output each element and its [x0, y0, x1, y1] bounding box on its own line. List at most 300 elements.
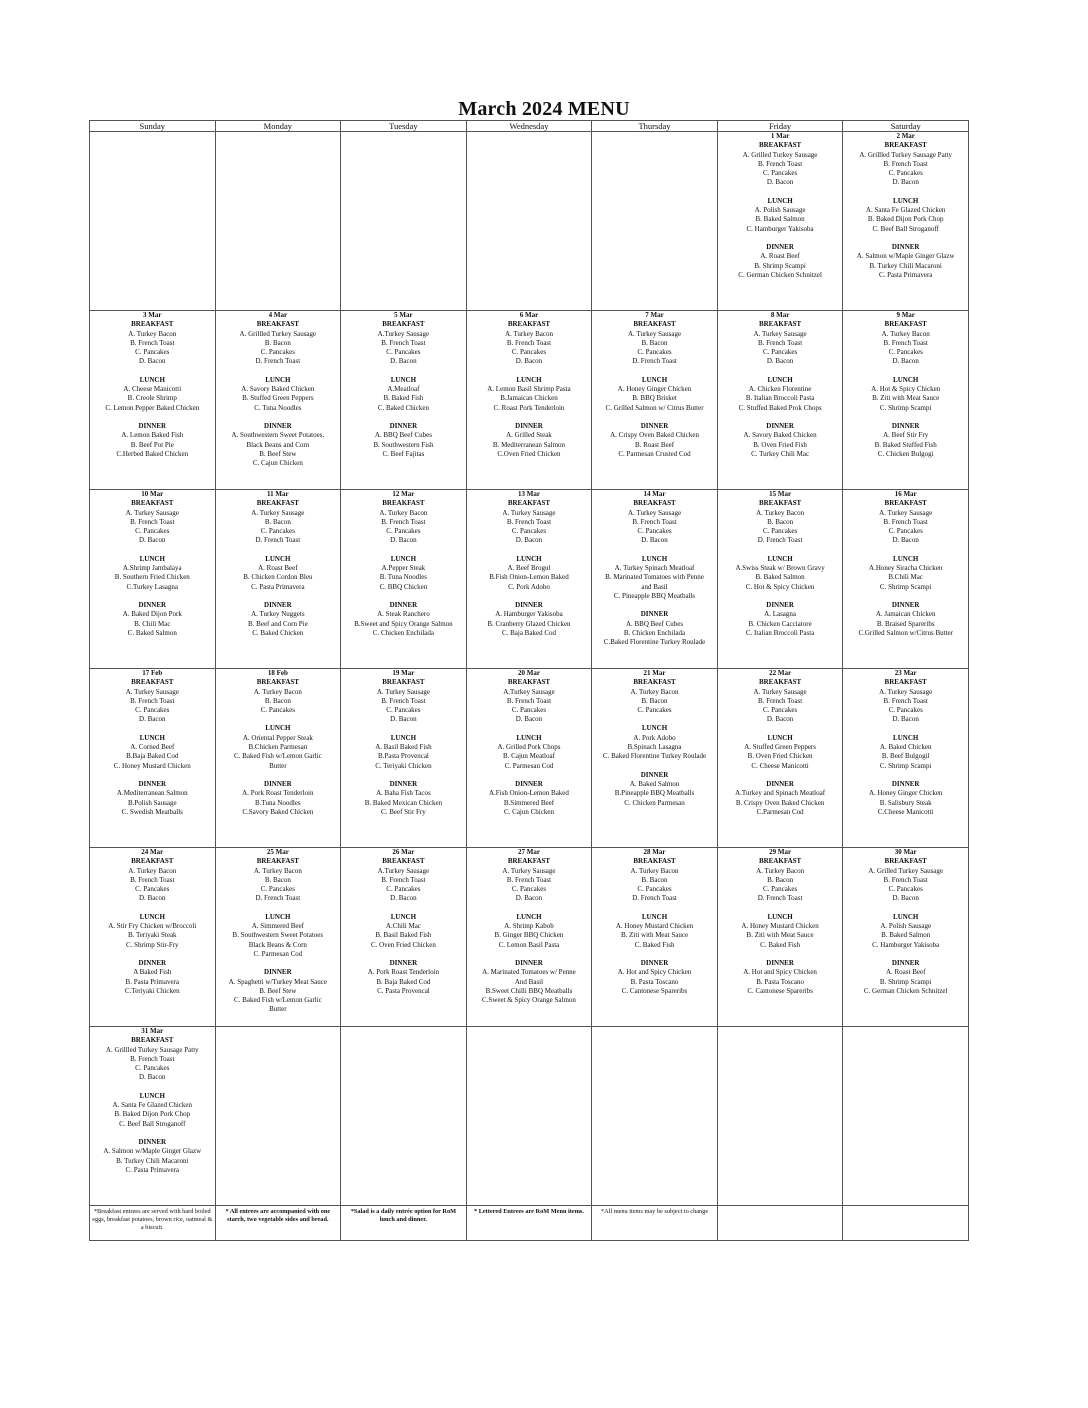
breakfast-item: A. Turkey Sausage: [753, 329, 807, 338]
dinner-item: C. Baked Salmon: [127, 628, 177, 637]
meal-spacer: [467, 413, 592, 422]
breakfast-item: C. Pancakes: [637, 885, 672, 894]
dinner-item: C. Baja Baked Cod: [501, 628, 556, 637]
day-date: 9 Mar: [896, 311, 915, 319]
day-cell: [90, 132, 216, 311]
breakfast-item: A. Turkey Sausage: [251, 508, 305, 517]
lunch-item: A. Honey Mustard Chicken: [615, 922, 694, 931]
day-cell: [90, 311, 216, 490]
breakfast-item: D. Bacon: [892, 894, 919, 903]
weekday-monday: Monday: [215, 121, 341, 132]
meal-spacer: [718, 592, 843, 601]
breakfast-item: B. French Toast: [757, 696, 803, 705]
footnote-text: * All entrees are accompanied with one starch, two vegetable sides and bread.: [225, 1208, 331, 1223]
footnote-cell: [592, 1206, 718, 1241]
breakfast-item: B. French Toast: [757, 338, 803, 347]
breakfast-item: A. Turkey Bacon: [756, 866, 805, 875]
breakfast-item: D. French Toast: [255, 894, 301, 903]
dinner-item: C.Herbed Baked Chicken: [116, 449, 189, 458]
meal-spacer: [592, 762, 717, 771]
page-title: March 2024 MENU: [458, 98, 630, 120]
breakfast-item: A. Turkey Sausage: [879, 687, 933, 696]
lunch-item: B. Baked Salmon: [755, 573, 805, 582]
breakfast-item: A.Turkey Sausage: [503, 687, 555, 696]
breakfast-heading: BREAKFAST: [131, 678, 174, 687]
day-date: 30 Mar: [894, 848, 917, 856]
breakfast-item: D. Bacon: [515, 536, 543, 545]
breakfast-heading: BREAKFAST: [507, 320, 551, 329]
lunch-item: A. Cheese Manicotti: [123, 385, 182, 394]
breakfast-item: D. Bacon: [766, 357, 794, 366]
breakfast-item: B. Bacon: [767, 517, 794, 526]
day-date: 16 Mar: [894, 490, 917, 498]
dinner-heading: DINNER: [515, 421, 543, 430]
lunch-item: B.Chicken Parmesan: [248, 743, 308, 752]
dinner-item: B.Simmered Beef: [503, 798, 555, 807]
breakfast-item: C. Pancakes: [762, 169, 798, 178]
meal-spacer: [90, 592, 215, 601]
breakfast-item: B. French Toast: [883, 517, 928, 526]
lunch-heading: LUNCH: [767, 375, 793, 384]
breakfast-item: B. French Toast: [632, 517, 677, 526]
dinner-item: A. Hamburger Yakisoba: [495, 610, 563, 619]
dinner-item: C. Pasta Primavera: [878, 270, 933, 279]
breakfast-item: C. Pancakes: [511, 885, 547, 894]
breakfast-item: C. Pancakes: [888, 169, 923, 178]
breakfast-heading: BREAKFAST: [758, 320, 802, 329]
day-date: 28 Mar: [643, 848, 666, 856]
lunch-item: A. Shrimp Kabob: [504, 922, 554, 931]
day-cell: [466, 669, 592, 848]
meal-spacer: [216, 959, 341, 968]
dinner-heading: DINNER: [515, 600, 543, 609]
meal-spacer: [90, 725, 215, 734]
meal-spacer: [843, 904, 968, 913]
breakfast-item: D. Bacon: [892, 715, 919, 724]
breakfast-item: B. French Toast: [381, 517, 426, 526]
breakfast-item: A. Turkey Bacon: [881, 329, 930, 338]
meal-spacer: [90, 904, 215, 913]
lunch-item: A. Oriental Pepper Steak: [242, 733, 313, 742]
lunch-item: C. Cheese Manicotti: [751, 761, 809, 770]
lunch-item: B. Basil Baked Fish: [375, 931, 432, 940]
day-cell: [592, 848, 718, 1027]
footnote-text: * Lettered Entrees are RoM Menu items.: [473, 1208, 584, 1215]
footnote-text: *Salad is a daily entrée option for RoM lunch and dinner.: [350, 1208, 457, 1223]
lunch-item: C. Baked Fish w/Lemon Garlic: [234, 752, 322, 761]
dinner-item: B.Sweet Chilli BBQ Meatballs: [485, 986, 573, 995]
breakfast-item: D. French Toast: [632, 357, 677, 366]
lunch-item: A. Honey Mustard Chicken: [741, 922, 819, 931]
dinner-item: C. Swedish Meatballs: [121, 807, 183, 816]
breakfast-item: D. Bacon: [766, 178, 794, 187]
lunch-heading: LUNCH: [516, 912, 542, 921]
breakfast-item: D. Bacon: [139, 536, 166, 545]
dinner-heading: DINNER: [389, 958, 418, 967]
breakfast-item: B. Bacon: [641, 696, 668, 705]
breakfast-item: C. Pancakes: [135, 1064, 170, 1073]
breakfast-item: A. Grillled Turkey Sausage Patty: [105, 1045, 199, 1054]
breakfast-item: C. Pancakes: [135, 706, 170, 715]
meal-spacer: [718, 771, 843, 780]
breakfast-item: A.Turkey Sausage: [377, 329, 430, 338]
day-date: 4 Mar: [268, 311, 288, 319]
footnote-cell: [90, 1206, 216, 1241]
lunch-item: B.Fish Onion-Lemon Baked: [489, 573, 569, 582]
dinner-item: A. Baked Salmon: [629, 779, 680, 788]
dinner-item: C. Parmesan Crusted Cod: [618, 449, 691, 458]
day-date: 20 Mar: [517, 669, 540, 677]
dinner-item: C. Pasta Primavera: [125, 1165, 180, 1174]
breakfast-item: B. French Toast: [506, 696, 552, 705]
dinner-heading: DINNER: [891, 779, 920, 788]
lunch-item: C. Hamburger Yakisoba: [746, 224, 814, 233]
dinner-item: C.Cheese Manicotti: [877, 807, 934, 816]
breakfast-item: C. Pancakes: [762, 706, 798, 715]
lunch-heading: LUNCH: [139, 554, 165, 563]
meal-spacer: [843, 188, 968, 197]
lunch-item: C. Baked Chicken: [377, 403, 429, 412]
lunch-item: A. Santa Fe Glazed Chicken: [112, 1101, 193, 1110]
lunch-item: A.Swiss Steak w/ Brown Gravy: [735, 564, 825, 573]
day-cell: [717, 311, 843, 490]
lunch-item: A. Stir Fry Chicken w/Broccoli: [108, 922, 197, 931]
breakfast-item: A. Grillled Turkey Sausage Patty: [859, 150, 953, 159]
lunch-heading: LUNCH: [516, 733, 542, 742]
breakfast-item: D. Bacon: [892, 357, 919, 366]
lunch-item: B.Pasta Provencal: [377, 752, 429, 761]
lunch-item: A.Pepper Steak: [381, 564, 426, 573]
dinner-item: B. Baked Stuffed Fish: [874, 440, 937, 449]
day-date: 22 Mar: [769, 669, 792, 677]
day-cell: [717, 490, 843, 669]
lunch-heading: LUNCH: [893, 554, 919, 563]
meal-spacer: [90, 367, 215, 376]
footnote-text: *All menu items may be subject to change: [600, 1208, 709, 1215]
lunch-item: B. Southern Fried Chicken: [114, 573, 190, 582]
breakfast-item: A. Grilled Turkey Sausage: [868, 866, 944, 875]
lunch-item: A. Savory Baked Chicken: [241, 385, 315, 394]
breakfast-item: A. Turkey Sausage: [502, 866, 556, 875]
dinner-heading: DINNER: [891, 958, 920, 967]
dinner-heading: DINNER: [264, 600, 292, 609]
breakfast-item: C. Pancakes: [888, 527, 923, 536]
breakfast-item: C. Pancakes: [511, 527, 547, 536]
breakfast-item: D. Bacon: [515, 894, 543, 903]
breakfast-item: B. French Toast: [381, 696, 426, 705]
breakfast-item: B. French Toast: [883, 696, 928, 705]
lunch-item: B.Jamaican Chicken: [500, 394, 558, 403]
dinner-item: Butter: [269, 1005, 287, 1014]
breakfast-item: B. French Toast: [757, 159, 803, 168]
lunch-heading: LUNCH: [767, 733, 793, 742]
breakfast-item: A. Turkey Sausage: [627, 508, 682, 517]
lunch-item: C. Beef Ball Stroganoff: [119, 1119, 186, 1128]
lunch-item: B. Stuffed Green Peppers: [242, 394, 314, 403]
lunch-item: A. Corned Beef: [130, 743, 175, 752]
day-cell: [592, 132, 718, 311]
meal-spacer: [843, 546, 968, 555]
dinner-item: C.Grilled Salmon w/Citrus Butter: [858, 628, 953, 637]
breakfast-item: B. French Toast: [883, 875, 928, 884]
dinner-item: B. Pasta Primavera: [125, 977, 180, 986]
lunch-item: C. Baked Fish: [634, 940, 675, 949]
day-date: 27 Mar: [517, 848, 540, 856]
breakfast-item: D. Bacon: [766, 715, 794, 724]
dinner-heading: DINNER: [264, 779, 292, 788]
footnote-text: *Breakfast entrees are served with hard boiled eggs, breakfast potatoes, brown rice, oatmeal & a biscuit.: [92, 1208, 213, 1231]
dinner-item: B. Pasta Toscano: [756, 977, 804, 986]
breakfast-item: C. Pancakes: [511, 706, 547, 715]
lunch-item: A.Honey Siracha Chicken: [869, 564, 943, 573]
lunch-item: Black Beans & Corn: [248, 940, 307, 949]
meal-spacer: [216, 413, 341, 422]
day-cell: [717, 132, 843, 311]
breakfast-item: A. Turkey Sausage: [376, 687, 430, 696]
day-date: 29 Mar: [769, 848, 792, 856]
dinner-item: A. Southwestern Sweet Potatoes,: [231, 431, 325, 440]
breakfast-item: C. Pancakes: [386, 348, 421, 357]
breakfast-item: A. Turkey Bacon: [128, 329, 177, 338]
week-row: [90, 848, 969, 1027]
lunch-item: C. Pasta Primavera: [251, 582, 305, 591]
day-cell: [341, 132, 467, 311]
lunch-item: C. Grilled Salmon w/ Citrus Butter: [605, 403, 704, 412]
weekday-tuesday: Tuesday: [341, 121, 467, 132]
lunch-item: A. Stuffed Green Peppers: [744, 743, 816, 752]
breakfast-item: B. French Toast: [130, 1054, 175, 1063]
meal-spacer: [843, 771, 968, 780]
breakfast-heading: BREAKFAST: [633, 499, 676, 508]
day-cell: [843, 311, 969, 490]
lunch-heading: LUNCH: [139, 1091, 165, 1100]
breakfast-heading: BREAKFAST: [131, 499, 174, 508]
meal-spacer: [341, 592, 466, 601]
lunch-item: B. Southwestern Sweet Potatoes: [232, 931, 324, 940]
breakfast-item: C. Pancakes: [637, 348, 672, 357]
meal-spacer: [592, 546, 717, 555]
dinner-heading: DINNER: [138, 958, 167, 967]
dinner-item: C.Baked Florentine Turkey Roulade: [603, 638, 706, 647]
breakfast-item: B. French Toast: [883, 159, 928, 168]
breakfast-item: B. French Toast: [506, 875, 552, 884]
dinner-item: A. Savory Baked Chicken: [743, 431, 817, 440]
breakfast-item: C. Pancakes: [386, 706, 421, 715]
meal-spacer: [718, 413, 843, 422]
day-date: 26 Mar: [392, 848, 415, 856]
dinner-heading: DINNER: [640, 421, 669, 430]
dinner-item: A. Lemon Baked Fish: [121, 431, 184, 440]
lunch-heading: LUNCH: [641, 912, 668, 921]
day-cell: [215, 848, 341, 1027]
breakfast-heading: BREAKFAST: [633, 320, 676, 329]
lunch-heading: LUNCH: [390, 554, 417, 563]
weekday-wednesday: Wednesday: [466, 121, 592, 132]
breakfast-heading: BREAKFAST: [256, 320, 299, 329]
dinner-item: B. Chicken Enchilada: [623, 628, 686, 637]
day-date: 8 Mar: [770, 311, 790, 319]
lunch-item: A. Polish Sausage: [880, 922, 932, 931]
dinner-item: A. Hot and Spicy Chicken: [617, 968, 692, 977]
dinner-heading: DINNER: [264, 968, 292, 977]
dinner-item: C. Beef Fajitas: [382, 449, 425, 458]
lunch-item: C. Tuna Noodles: [254, 403, 302, 412]
breakfast-heading: BREAKFAST: [758, 141, 802, 150]
lunch-item: C. Pork Adobo: [508, 582, 550, 591]
meal-spacer: [592, 413, 717, 422]
meal-spacer: [718, 904, 843, 913]
day-date: 17 Feb: [142, 669, 163, 677]
dinner-item: B. Roast Beef: [634, 440, 675, 449]
dinner-item: A.Turkey and Spinach Meatloaf: [735, 789, 826, 798]
meal-spacer: [341, 771, 466, 780]
week-row: [90, 490, 969, 669]
dinner-item: B. Baked Mexican Chicken: [364, 798, 443, 807]
day-cell: [215, 669, 341, 848]
breakfast-heading: BREAKFAST: [507, 857, 551, 866]
dinner-item: C. Chicken Bulgogi: [877, 449, 934, 458]
dinner-item: C.Sweet & Spicy Orange Salmon: [482, 996, 576, 1005]
lunch-item: C. Roast Pork Tenderloin: [493, 403, 565, 412]
day-date: 5 Mar: [394, 311, 413, 319]
breakfast-item: D. French Toast: [255, 357, 301, 366]
dinner-heading: DINNER: [138, 779, 167, 788]
lunch-heading: LUNCH: [390, 912, 417, 921]
dinner-item: And Basil: [514, 977, 544, 986]
lunch-item: C. Oven Fried Chicken: [370, 940, 436, 949]
dinner-item: B. Beef and Corn Pie: [248, 619, 308, 628]
day-cell: [90, 669, 216, 848]
meal-spacer: [843, 950, 968, 959]
day-cell: [215, 1027, 341, 1206]
breakfast-item: D. French Toast: [757, 894, 803, 903]
breakfast-heading: BREAKFAST: [256, 857, 299, 866]
footnote-cell: [215, 1206, 341, 1241]
lunch-item: C. Parmesan Cod: [504, 761, 554, 770]
lunch-heading: LUNCH: [767, 554, 793, 563]
week-row: [90, 311, 969, 490]
day-cell: [717, 669, 843, 848]
week-row: [90, 669, 969, 848]
breakfast-heading: BREAKFAST: [884, 499, 927, 508]
breakfast-item: C. Pancakes: [260, 885, 295, 894]
day-cell: [341, 1027, 467, 1206]
meal-spacer: [718, 234, 843, 243]
lunch-heading: LUNCH: [641, 375, 668, 384]
lunch-heading: LUNCH: [265, 912, 291, 921]
dinner-item: C.Teriyaki Chicken: [124, 986, 180, 995]
dinner-item: B. Cranberry Glazed Chicken: [487, 619, 571, 628]
dinner-item: A. Crispy Oven Baked Chicken: [610, 431, 699, 440]
day-cell: [843, 132, 969, 311]
lunch-heading: LUNCH: [265, 554, 291, 563]
breakfast-item: C. Pancakes: [888, 348, 923, 357]
dinner-item: B.Sweet and Spicy Orange Salmon: [354, 619, 453, 628]
breakfast-item: A. Turkey Sausage: [125, 508, 179, 517]
dinner-item: C.Savory Baked Chicken: [242, 807, 314, 816]
day-date: 10 Mar: [141, 490, 164, 498]
day-date: 1 Mar: [770, 132, 790, 140]
dinner-item: A. Roast Beef: [760, 252, 800, 261]
lunch-heading: LUNCH: [767, 912, 793, 921]
lunch-item: A.Meatloaf: [387, 385, 420, 394]
dinner-item: B. Beef Stew: [259, 449, 297, 458]
breakfast-heading: BREAKFAST: [758, 857, 802, 866]
meal-spacer: [843, 725, 968, 734]
breakfast-item: A. Turkey Bacon: [253, 687, 302, 696]
breakfast-item: B. Bacon: [264, 696, 291, 705]
menu-calendar: [89, 120, 969, 1241]
breakfast-item: A. Turkey Sausage: [502, 508, 556, 517]
day-cell: [843, 490, 969, 669]
dinner-item: C. Baked Chicken: [252, 628, 304, 637]
lunch-item: B. Oven Fried Chicken: [747, 752, 813, 761]
lunch-heading: LUNCH: [265, 375, 291, 384]
day-date: 21 Mar: [643, 669, 666, 677]
breakfast-item: C. Pancakes: [762, 348, 798, 357]
lunch-item: A.Shrimp Jambalaya: [122, 564, 182, 573]
meal-spacer: [718, 950, 843, 959]
day-cell: [466, 490, 592, 669]
lunch-item: B. Chicken Cordon Bleu: [243, 573, 313, 582]
meal-spacer: [90, 413, 215, 422]
weekday-friday: Friday: [717, 121, 843, 132]
lunch-item: C. Stuffed Baked Prok Chops: [738, 403, 822, 412]
breakfast-item: D. Bacon: [390, 894, 417, 903]
day-cell: [592, 311, 718, 490]
dinner-item: B. Crispy Oven Baked Chicken: [735, 798, 825, 807]
lunch-heading: LUNCH: [893, 912, 919, 921]
meal-spacer: [90, 1083, 215, 1092]
dinner-item: A. Pork Roast Tenderloin: [242, 789, 314, 798]
lunch-item: B. Cajun Meatloaf: [503, 752, 555, 761]
day-date: 18 Feb: [267, 669, 288, 677]
lunch-item: A. Hot & Spicy Chicken: [871, 385, 941, 394]
meal-spacer: [341, 546, 466, 555]
lunch-item: C. Beef Ball Stroganoff: [872, 224, 939, 233]
day-cell: [466, 311, 592, 490]
lunch-item: B.Chili Mac: [888, 573, 923, 582]
day-date: 25 Mar: [266, 848, 289, 856]
lunch-item: C. Lemon Pepper Baked Chicken: [105, 403, 200, 412]
dinner-item: A.Mediterranean Salmon: [116, 789, 188, 798]
day-date: 2 Mar: [896, 132, 915, 140]
day-cell: [341, 311, 467, 490]
lunch-heading: LUNCH: [893, 375, 919, 384]
day-date: 19 Mar: [392, 669, 415, 677]
lunch-item: B. Marinated Tomatoes with Penne: [605, 573, 704, 582]
breakfast-item: C. Pancakes: [260, 706, 295, 715]
lunch-heading: LUNCH: [139, 375, 165, 384]
lunch-item: B. Ziti with Meat Sauce: [746, 931, 814, 940]
lunch-item: C. Parmesan Cod: [253, 949, 303, 958]
breakfast-heading: BREAKFAST: [633, 857, 676, 866]
dinner-heading: DINNER: [766, 779, 794, 788]
breakfast-item: D. French Toast: [757, 536, 803, 545]
lunch-item: A. Chicken Florentine: [748, 385, 812, 394]
meal-spacer: [843, 592, 968, 601]
lunch-item: B.Baja Baked Cod: [126, 752, 179, 761]
lunch-item: A. Polish Sausage: [754, 206, 806, 215]
weekday-header-row: [90, 121, 969, 132]
breakfast-item: B. Bacon: [767, 875, 794, 884]
dinner-heading: DINNER: [264, 421, 292, 430]
breakfast-item: C. Pancakes: [135, 885, 170, 894]
dinner-item: Black Beans and Corn: [246, 440, 310, 449]
dinner-item: A. Beef Stir Fry: [883, 431, 929, 440]
breakfast-item: D. Bacon: [515, 715, 543, 724]
lunch-item: C. Shrimp Scampi: [879, 582, 932, 591]
